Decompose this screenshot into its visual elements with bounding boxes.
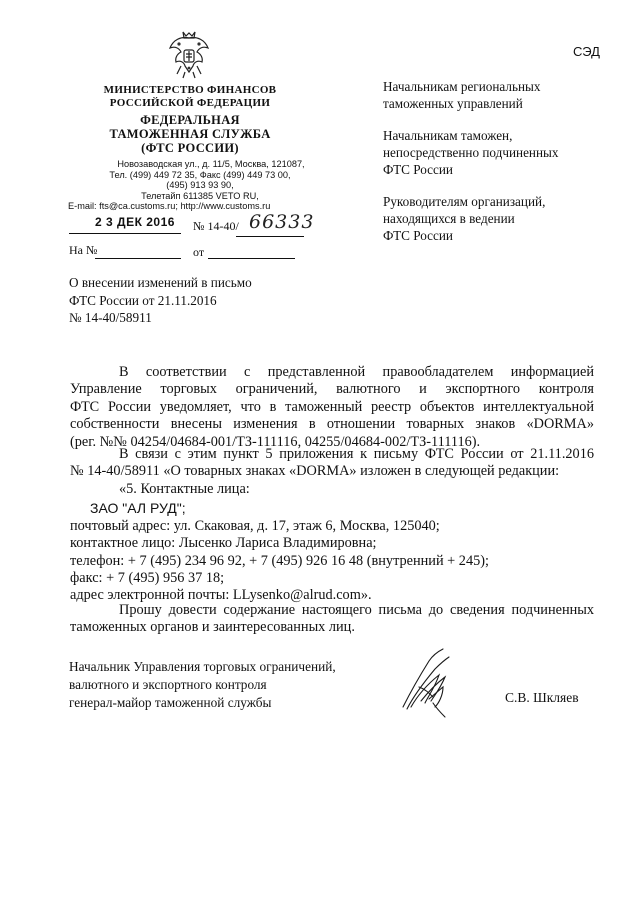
addressee-organizations — [383, 193, 545, 244]
contact-company: ЗАО "АЛ РУД"; — [90, 500, 186, 517]
date-underline — [69, 232, 181, 234]
address-line: E-mail: fts@ca.customs.ru; http://www.customs.ru — [68, 201, 271, 211]
service-line-2: ТАМОЖЕННАЯ СЛУЖБА — [109, 127, 271, 141]
paragraph-line: таможенных органов и заинтересованных лиц. — [70, 619, 355, 636]
addressee-line: таможенных управлений — [383, 96, 523, 111]
addressee-line: ФТС России — [383, 162, 453, 177]
addressee-line: Начальникам региональных — [383, 79, 541, 94]
addressee-line: непосредственно подчиненных — [383, 145, 559, 160]
address-line: Тел. (499) 449 72 35, Факс (499) 449 73 00, — [109, 169, 291, 180]
handwritten-signature — [399, 647, 469, 719]
reference-from-underline — [208, 257, 295, 259]
sed-stamp: СЭД — [573, 44, 600, 59]
paragraph-line: Управление торговых ограничений, валютного и экспортного контроля — [70, 381, 594, 398]
registration-number-label: № 14-40/ — [193, 219, 239, 233]
paragraph-amendment — [70, 446, 594, 481]
reference-underline — [95, 257, 181, 259]
service-title — [85, 113, 295, 155]
signatory-position-line: генерал-майор таможенной службы — [69, 695, 272, 710]
paragraph-line: ФТС России уведомляет, что в таможенный реестр объектов интеллектуальной — [70, 398, 594, 415]
signatory-position — [69, 658, 336, 712]
paragraph-request — [70, 602, 594, 637]
subject-line: ФТС России от 21.11.2016 — [69, 292, 217, 308]
addressee-regional — [383, 78, 541, 112]
ministry-title — [85, 84, 295, 110]
subject-line: О внесении изменений в письмо — [69, 275, 252, 290]
paragraph-line: № 14-40/58911 «О товарных знаках «DORMA» изложен в следующей редакции: — [70, 463, 560, 480]
paragraph-line: Прошу довести содержание настоящего письма до сведения подчиненных — [119, 602, 594, 618]
addressee-line: ФТС России — [383, 228, 453, 243]
reference-label: На № — [69, 243, 98, 257]
address-line: (495) 913 93 90, — [166, 180, 234, 190]
registration-number-handwritten: 66333 — [249, 211, 315, 233]
registration-date: 2 3 ДЕК 2016 — [95, 215, 175, 229]
service-line-1: ФЕДЕРАЛЬНАЯ — [140, 113, 240, 127]
service-line-3: (ФТС РОССИИ) — [141, 141, 239, 155]
paragraph-notification — [70, 364, 594, 451]
address-line: Новозаводская ул., д. 11/5, Москва, 121087, — [117, 159, 305, 169]
contact-postal-address: почтовый адрес: ул. Скаковая, д. 17, этаж 6, Москва, 125040; — [70, 517, 440, 534]
signatory-name: С.В. Шкляев — [505, 690, 579, 705]
coat-of-arms-emblem — [167, 28, 211, 80]
reference-from-label: от — [193, 245, 205, 259]
contact-email: адрес электронной почты: LLysenko@alrud.com». — [70, 587, 372, 604]
address-line: Телетайп 611385 VETO RU, — [141, 190, 259, 201]
number-underline — [236, 235, 304, 237]
paragraph-line: В связи с этим пункт 5 приложения к письму ФТС России от 21.11.2016 — [119, 446, 594, 462]
addressee-line: находящихся в ведении — [383, 211, 515, 226]
contact-heading: «5. Контактные лица: — [119, 481, 250, 497]
paragraph-line: В соответствии с представленной правообладателем информацией — [119, 364, 594, 380]
contact-person: контактное лицо: Лысенко Лариса Владимировна; — [70, 535, 377, 552]
service-address — [68, 159, 320, 212]
addressee-customs — [383, 127, 559, 178]
addressee-line: Начальникам таможен, — [383, 128, 513, 143]
signatory-position-line: Начальник Управления торговых ограничений, — [69, 659, 336, 674]
addressee-line: Руководителям организаций, — [383, 194, 546, 209]
subject-line: № 14-40/58911 — [69, 310, 152, 325]
letter-subject — [69, 274, 252, 327]
contact-block — [70, 481, 594, 605]
signatory-position-line: валютного и экспортного контроля — [69, 677, 267, 692]
contact-phone: телефон: + 7 (495) 234 96 92, + 7 (495) 926 16 48 (внутренний + 245); — [70, 552, 489, 569]
ministry-line-2: РОССИЙСКОЙ ФЕДЕРАЦИИ — [109, 97, 271, 109]
contact-fax: факс: + 7 (495) 956 37 18; — [70, 570, 225, 587]
paragraph-line: (рег. №№ 04254/04684-001/ТЗ-111116, 04255/04684-002/ТЗ-111116). — [70, 433, 481, 450]
ministry-line-1: МИНИСТЕРСТВО ФИНАНСОВ — [103, 84, 277, 96]
paragraph-line: собственности внесены изменения в отношении товарных знаков «DORMA» — [70, 416, 594, 433]
